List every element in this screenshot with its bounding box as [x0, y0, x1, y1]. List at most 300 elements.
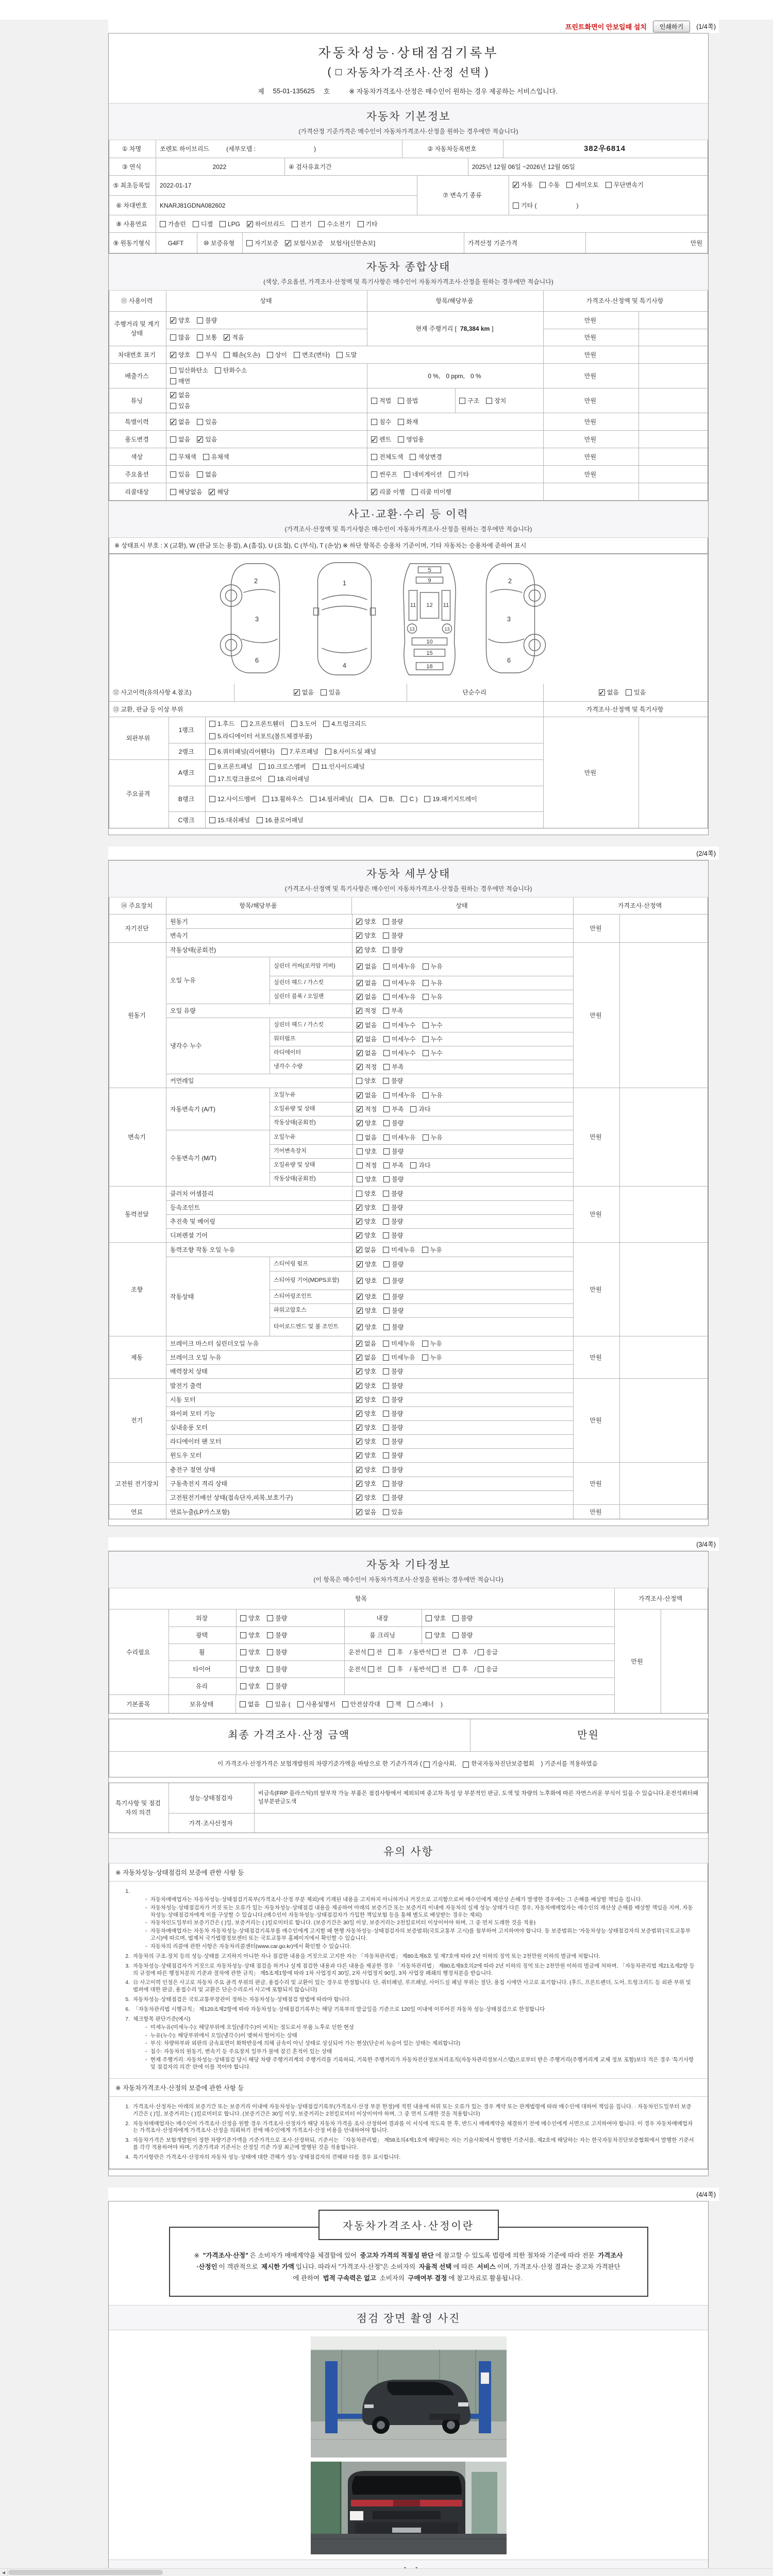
- checkbox-label: 장치: [494, 397, 507, 404]
- table-row: [166, 1463, 573, 1477]
- table-cell: [573, 943, 619, 1088]
- checkbox-label: 불량: [391, 1480, 404, 1487]
- table-row: [109, 759, 543, 828]
- checkbox-icon: [356, 947, 362, 953]
- scroll-left-arrow-icon[interactable]: ◀: [0, 2569, 8, 2576]
- table-cell: [270, 1088, 352, 1102]
- table-cell: [503, 140, 708, 158]
- text: 가격조사·산정인: [196, 2251, 623, 2270]
- notice-text: 「자동차관리법 시행규칙」 제120조제2항에 따라 자동차성능·상태점검기록부는 해당 기록부의 발급일을 기준으로 120일 이내에 이루어진 자동차 성능·상태점검으로 한정합니다: [133, 2006, 545, 2013]
- table-cell: [573, 1463, 619, 1504]
- table-row: [166, 1393, 573, 1406]
- section-cautions: [109, 1838, 708, 1863]
- checkbox-label: 미세누유: [392, 1091, 416, 1099]
- checkbox-icon: [566, 182, 573, 188]
- checkbox-icon: [478, 1666, 484, 1672]
- text: ): [576, 202, 579, 210]
- checkbox-label: 누유: [430, 1133, 443, 1141]
- text: 만원: [584, 397, 597, 404]
- checkbox-icon: [203, 454, 209, 460]
- notice-number: 4.: [125, 2154, 130, 2161]
- checkbox-label: 무채색: [178, 453, 196, 461]
- table-cell: [543, 388, 638, 413]
- page-mark-row-2: [108, 846, 719, 860]
- text: 만원: [590, 925, 602, 932]
- svg-text:2: 2: [508, 577, 512, 585]
- table-cell: [352, 1229, 573, 1242]
- checkbox-icon: [383, 1022, 390, 1028]
- table-row: [109, 1783, 708, 1833]
- checkbox-icon: [383, 1134, 390, 1141]
- table-cell: [367, 413, 543, 430]
- svg-text:6: 6: [255, 656, 259, 664]
- checkbox-label: 리콜 이행: [379, 488, 405, 496]
- checkbox-icon: [170, 419, 176, 425]
- svg-text:13: 13: [409, 626, 415, 632]
- checkbox-label: 미세누유: [392, 1133, 416, 1141]
- table-cell: [619, 1336, 708, 1378]
- checkbox-icon: [285, 240, 291, 246]
- table-cell: [109, 717, 169, 759]
- table-cell: [166, 1130, 270, 1186]
- table-cell: [109, 176, 417, 215]
- checkbox-label: 기타 (: [521, 202, 537, 210]
- text: 동력조향 작동 오일 누유: [170, 1246, 235, 1253]
- checkbox-icon: [356, 1368, 362, 1375]
- text: 소비자의: [378, 2274, 407, 2282]
- text: 타이어: [193, 1666, 211, 1673]
- checkbox-icon: [424, 1761, 430, 1768]
- checkbox-icon: [383, 1425, 389, 1431]
- notice-item: [122, 1996, 695, 2004]
- text: ): [441, 1700, 443, 1708]
- checkbox-label: 전체도색: [379, 453, 404, 461]
- table-cell: [109, 1088, 166, 1186]
- table-cell: [619, 1463, 708, 1504]
- table-row: [166, 312, 367, 329]
- checkbox-icon: [267, 1683, 273, 1689]
- notice-item: [122, 2137, 695, 2151]
- section-title: 자동차 기타정보: [366, 1559, 451, 1571]
- text: 만원: [584, 334, 597, 341]
- table-cell: [638, 431, 708, 448]
- table-cell: [166, 1074, 352, 1088]
- table-row: [166, 1018, 573, 1074]
- checkbox-icon: [423, 1134, 429, 1141]
- checkbox-label: 불량: [461, 1614, 473, 1622]
- table-cell: [270, 1318, 352, 1336]
- table-row: [166, 957, 573, 1004]
- checkbox-label: 14.필러패널(: [318, 795, 353, 803]
- install-notice-link[interactable]: 프린트화면이 안보일때 설치: [565, 23, 647, 31]
- text: 0 ppm,: [446, 372, 465, 380]
- table-cell: [270, 1257, 352, 1271]
- checkbox-label: 부족: [392, 1106, 404, 1113]
- table-cell: [169, 717, 205, 743]
- table-cell: [352, 957, 573, 976]
- table-cell: [470, 1719, 708, 1751]
- checkbox-label: 불량: [391, 1368, 404, 1375]
- notice-text: ⑫ 사고이력 인정은 사고로 자동차 주요 골격 부위의 판금, 용접수리 및 교환이 있는 경우로 한정합니다. 단, 쿼터패널, 루프패널, 사이드실 패널 부위는 절단, 용접 시에만 사고로 표기합니다. (후드, 프론트펜더, 도어, 트렁크리드 등 외판 부위 및 범퍼에 대한 판금, 용접수리 및 교환은 단순수리로서 사고에 포함되지 않습니다): [133, 1979, 691, 1993]
- table-cell: [619, 1505, 708, 1519]
- cautions-notices: [109, 1863, 708, 2170]
- table-cell: [270, 1272, 352, 1290]
- table-row: [109, 1609, 708, 1713]
- text: 서비스: [477, 2263, 496, 2270]
- text: 운전석: [348, 1666, 366, 1673]
- checkbox-icon: [383, 994, 390, 1000]
- notice-subtext: 자동차매매업자는 자동차 자동차성능·상태점검기록부를 매수인에게 고지할 때 현행 자동차성능·상태점검자의 보증범위(국토교통부 고시)를 첨부하여 고지하여야 합니다. 동 보증범위는 '자동차성능·상태점검자의 보증범위'(국토교통부 고시)에 따르며, 법제처 국가법령정보센터 또는 국토교통부 홈페이지에서 확인할 수 있습니다.: [150, 1928, 691, 1942]
- checkbox-icon: [408, 1701, 414, 1707]
- checkbox-icon: [356, 1218, 362, 1225]
- checkbox-icon: [371, 489, 377, 495]
- notice-item: [122, 2104, 695, 2118]
- table-cell: [367, 431, 543, 448]
- notice-text: 자동차가격은 보험개발원이 정한 차량기준가액을 기준가격으로 조사·산정하되, 기준서는 「자동차관리법」 제58조의4제1호에 해당하는 자는 기술사회에서 발행한 기준서를, 제2호에 해당하는 자는 한국자동차진단보증협회에서 발행한 기준서를 각각 적용하여야 하며, 기준가격과 기준서는 산정일 기준 가장 최근에 발행된 것을 적용합니다.: [133, 2137, 694, 2151]
- text: 2025년 12월 06일 ~2026년 12월 05일: [472, 163, 576, 171]
- table-cell: [109, 1719, 470, 1751]
- checkbox-label: 불량: [275, 1683, 288, 1690]
- table-cell: [352, 1187, 573, 1200]
- checkbox-icon: [452, 1632, 459, 1638]
- checkbox-label: 적정: [365, 1162, 377, 1169]
- table-row: [109, 448, 708, 465]
- checkbox-icon: [423, 1022, 429, 1028]
- notice-number: 7.: [125, 2015, 130, 2022]
- checkbox-label: 누유: [430, 993, 443, 1001]
- checkbox-label: 디젤: [200, 220, 213, 228]
- checkbox-label: 2.프론트휀더: [249, 720, 285, 728]
- notice-subtext: 자동차의 리콜에 관한 사항은 자동차리콜센터(www.car.go.kr)에서 확인할 수 있습니다.: [150, 1943, 351, 1950]
- checkbox-icon: [170, 454, 176, 460]
- table-cell: [352, 976, 573, 990]
- notice-subitem: [145, 2024, 695, 2031]
- checkbox-icon: [356, 1232, 362, 1239]
- table-cell: [344, 1678, 614, 1694]
- table-row: [109, 942, 708, 1088]
- checkbox-icon: [357, 1120, 363, 1126]
- checkbox-icon: [486, 398, 492, 404]
- checkbox-label: 양호: [364, 918, 377, 925]
- table-row: [166, 1257, 573, 1336]
- checkbox-icon: [357, 994, 363, 1000]
- checkbox-label: 누유: [430, 1354, 442, 1361]
- text: 이 가격조사·산정가격은 보험개발원의 차량기준가액을 바탕으로 한 기준가격과 (: [217, 1760, 422, 1767]
- checkbox-icon: [357, 1176, 363, 1182]
- notice-text: 자동차성능·상태점검자가 거짓으로 자동차성능·상태 점검을 하거나 실제 점검한 내용과 다른 내용을 제공한 경우 「자동차관리법」 제80조제9호의2에 따라 2년 이하의 징역 또는 2천만원 이하의 벌금에 처하며, 「자동차관리법 제21조제2항 등의 규정에 따른 행정처분의 기준과 절차에 관한 규칙」 제5조제1항에 따라 1차 사업정지 30일, 2차 사업정지 90일, 3차 사업장 폐쇄의 행정처분을 받습니다.: [133, 1962, 695, 1976]
- checkbox-icon: [422, 1341, 428, 1347]
- checkbox-label: 보통: [205, 334, 217, 341]
- notice-item: [122, 1888, 695, 1895]
- paren-close: ): [484, 66, 490, 78]
- text: 오일누유: [274, 1091, 296, 1098]
- checkbox-label: 미세누유: [392, 993, 416, 1001]
- table-cell: [166, 466, 367, 483]
- checkbox-label: 응급: [485, 1649, 498, 1656]
- table-cell: [242, 233, 464, 253]
- bullet-icon: ◦: [145, 1943, 147, 1950]
- text: 오일유량 및 상태: [274, 1162, 315, 1168]
- table-cell: [166, 1351, 352, 1364]
- section-title: 유의 사항: [383, 1846, 433, 1858]
- text: 만원: [590, 1133, 602, 1141]
- table-row: [166, 1004, 573, 1018]
- table-cell: [166, 312, 367, 346]
- checkbox-label: 유채색: [211, 453, 229, 461]
- text: 주요골격: [126, 790, 150, 798]
- text: 실내송풍 모터: [170, 1424, 208, 1431]
- checkbox-label: 스패너: [416, 1700, 434, 1708]
- table-row: [166, 1434, 573, 1448]
- notice-text: 가격조사·산정자는 아래의 보증기간 또는 보증거리 이내에 자동차성능·상태점검기록부(가격조사·산정 부분 한정)에 적힌 내용에 허위 또는 오류가 있는 경우 계약 또는 관계법령에 따라 매수인에 대하여 책임을 집니다. · 자동차인도일부터 보증기간은 ( )일, 보증거리는 ( )킬로미터로 합니다. (보증기간은 30일 이상, 보증거리는 2천킬로미터 이상이어야 하며, 그 중 먼저 도래한 것을 적용합니다): [133, 2103, 692, 2117]
- table-cell: [284, 158, 468, 175]
- notice-item: [122, 2016, 695, 2023]
- accident-notes-table: [109, 538, 708, 554]
- print-button[interactable]: 인쇄하기: [653, 21, 690, 32]
- checkbox-icon: [422, 1247, 428, 1253]
- table-cell: [344, 1627, 422, 1643]
- checkbox-icon: [170, 436, 176, 443]
- checkbox-label: 1.후드: [217, 720, 235, 728]
- text: 가격조사·산정액: [617, 902, 662, 909]
- table-cell: [352, 1032, 573, 1046]
- table-cell: [614, 1588, 708, 1609]
- table-cell: [638, 413, 708, 430]
- table-cell: [270, 1060, 352, 1074]
- text: KNARJ81GDNA082602: [160, 201, 226, 209]
- checkbox-icon: [383, 1411, 389, 1417]
- checkbox-icon: [383, 1397, 389, 1403]
- text: 작동상태(공회전): [170, 946, 216, 954]
- table-row: [109, 897, 708, 914]
- checkbox-icon: [292, 221, 298, 227]
- final-price-table: [109, 1719, 708, 1777]
- scrollbar-thumb[interactable]: [8, 2570, 163, 2575]
- checkbox-icon: [170, 392, 176, 398]
- table-row: [109, 701, 708, 717]
- checkbox-label: 19.패키지트레이: [432, 795, 477, 803]
- checkbox-label: 가솔린: [168, 220, 186, 228]
- checkbox-icon: [410, 454, 416, 460]
- checkbox-label: 양호: [364, 1396, 377, 1403]
- text: 법적 구속력은 없고: [323, 2274, 377, 2282]
- table-cell: [166, 1004, 352, 1018]
- text: 색상: [130, 453, 143, 461]
- text: /: [474, 1649, 476, 1656]
- inspection-photo-rear: [311, 2462, 507, 2554]
- table-row: [166, 1088, 573, 1130]
- table-row: [270, 1032, 573, 1046]
- checkbox-label: 불량: [391, 1204, 404, 1211]
- checkbox-label: 후: [462, 1649, 468, 1656]
- checkbox-label: 전: [376, 1666, 382, 1673]
- table-cell: [352, 1130, 573, 1144]
- notice-subitem: [145, 1905, 695, 1919]
- notice-item: [122, 2121, 695, 2135]
- table-cell: [166, 1088, 270, 1130]
- checkbox-label: 있음 (: [275, 1700, 291, 1708]
- table-row: [270, 990, 573, 1004]
- checkbox-icon: [325, 749, 331, 755]
- checkbox-label: 13.휠하우스: [271, 795, 304, 803]
- table-cell: [638, 388, 708, 413]
- text: 리콜대상: [125, 488, 149, 496]
- table-cell: [270, 1046, 352, 1060]
- checkbox-label: 썬루프: [379, 470, 397, 478]
- text: 시동 모터: [170, 1396, 196, 1403]
- checkbox-label: 7.루프패널: [289, 748, 319, 755]
- text: 만원: [584, 351, 597, 359]
- table-row: [166, 329, 367, 346]
- checkbox-label: 양호: [365, 1176, 377, 1183]
- checkbox-icon: [383, 1247, 389, 1253]
- table-row: [109, 140, 708, 158]
- text: ⑪ 사용이력: [121, 297, 153, 304]
- table-cell: [619, 1088, 708, 1186]
- table-cell: [573, 1187, 619, 1242]
- table-cell: [352, 1365, 573, 1378]
- checkbox-label: 양호: [365, 1293, 377, 1300]
- notice-subtext: 부식: 차량하부와 외판의 금속표면이 화학반응에 의해 금속이 아닌 상태로 상실되어 가는 현상(단순히 녹슬어 있는 상태는 제외합니다): [150, 2040, 461, 2047]
- notice-subitem: [145, 1920, 695, 1927]
- notice-number: 2.: [125, 1953, 130, 1959]
- checkbox-icon: [224, 334, 230, 341]
- checkbox-label: 누유: [430, 1091, 443, 1099]
- table-cell: [109, 388, 166, 413]
- table-cell: [166, 1336, 352, 1350]
- text: 연료누출(LP가스포함): [170, 1508, 230, 1516]
- accident-rank-table: [109, 684, 708, 828]
- table-cell: [468, 158, 708, 175]
- checkbox-label: 색상변경: [418, 453, 442, 461]
- table-cell: [109, 196, 156, 215]
- checkbox-label: 양호: [364, 1466, 377, 1473]
- table-cell: [109, 717, 543, 828]
- checkbox-label: 훼손(오손): [232, 351, 260, 359]
- checkbox-icon: [356, 1509, 362, 1515]
- checkbox-label: 불량: [392, 1323, 404, 1331]
- checkbox-icon: [356, 1411, 362, 1417]
- table-row: [109, 1088, 708, 1186]
- table-cell: [407, 684, 543, 701]
- checkbox-icon: [357, 1148, 363, 1155]
- checkbox-icon: [383, 1106, 390, 1112]
- checkbox-label: 부족: [392, 1162, 404, 1169]
- checkbox-label: 불량: [461, 1632, 473, 1639]
- section-detail-state: [109, 860, 708, 897]
- table-cell: [169, 1695, 236, 1713]
- notice-number: 6.: [125, 2006, 130, 2013]
- checkbox-icon: [426, 1615, 432, 1621]
- checkbox-icon: [170, 352, 176, 358]
- checkbox-label: 양호: [365, 1323, 377, 1331]
- table-cell: [573, 897, 708, 914]
- section-title: 자동차 세부상태: [366, 868, 451, 880]
- checkbox-icon: [383, 1509, 389, 1515]
- table-row: [166, 1379, 573, 1393]
- horizontal-scrollbar[interactable]: [0, 2568, 773, 2576]
- text: 에 참고할 수 있도록 법령에 의한 절차와 기준에 따라 전문: [435, 2251, 597, 2259]
- checkbox-label: 없음: [178, 435, 191, 443]
- checkbox-label: 있음: [329, 689, 341, 696]
- text: 만원: [690, 239, 702, 247]
- text: 배력장치 상태: [170, 1368, 208, 1375]
- checkbox-label: 양호: [364, 1232, 377, 1239]
- text: 오일 누유: [170, 977, 196, 984]
- checkbox-label: 부식: [205, 351, 217, 359]
- table-row: [544, 312, 638, 329]
- table-cell: [367, 364, 543, 388]
- text: 스티어링 펌프: [274, 1260, 308, 1267]
- table-cell: [352, 1215, 573, 1228]
- table-cell: [614, 1609, 661, 1713]
- checkbox-label: 누수: [430, 1049, 443, 1057]
- checkbox-icon: [383, 1341, 389, 1347]
- table-cell: [543, 684, 708, 701]
- table-row: [270, 1130, 573, 1144]
- checkbox-icon: [240, 1666, 246, 1672]
- checkbox-label: 있음: [205, 418, 217, 426]
- table-cell: [352, 1393, 573, 1406]
- table-cell: [254, 1814, 708, 1833]
- checkbox-label: 리콜 미이행: [419, 488, 451, 496]
- table-cell: [109, 140, 156, 158]
- checkbox-icon: [389, 1666, 395, 1672]
- checkbox-icon: [423, 1050, 429, 1056]
- checkbox-label: 없음: [301, 689, 314, 696]
- table-cell: [166, 1229, 352, 1242]
- table-row: [270, 1116, 573, 1130]
- table-cell: [352, 1407, 573, 1420]
- text: 실린더 커버(로커암 커버): [274, 963, 335, 970]
- table-row: [109, 291, 708, 311]
- table-cell: [236, 1678, 344, 1694]
- table-row: [166, 1490, 573, 1504]
- table-cell: [573, 1379, 619, 1462]
- table-cell: [205, 717, 543, 743]
- checkbox-icon: [357, 1261, 363, 1267]
- section-title: 자동차 종합상태: [366, 261, 451, 273]
- text: 유리: [195, 1683, 208, 1690]
- text: 실린더 헤드 / 가스킷: [274, 979, 324, 986]
- text: ⑬ 교환, 판금 등 이상 부위: [113, 705, 183, 713]
- section-subtitle: (가격조사·산정액 및 특기사항은 매수인이 자동차가격조사·산정을 원하는 경우에만 적습니다): [284, 885, 532, 892]
- text: A랭크: [178, 769, 195, 776]
- svg-text:4: 4: [342, 662, 347, 669]
- checkbox-icon: [383, 1481, 389, 1487]
- text: 자율적 선택: [418, 2263, 452, 2270]
- checkbox-icon: [383, 1078, 389, 1084]
- table-cell: [270, 1173, 352, 1186]
- checkbox-icon: [432, 1666, 439, 1672]
- checkbox-icon: [267, 1615, 273, 1621]
- text: 클러치 어셈블리: [170, 1190, 214, 1197]
- inspection-photo-front: [311, 2336, 507, 2458]
- text: 만원: [590, 1480, 602, 1487]
- table-cell: [205, 760, 543, 786]
- notice-number: 4.: [125, 1979, 130, 1986]
- checkbox-label: 일산화탄소: [178, 366, 208, 374]
- text: 만원: [590, 1353, 602, 1361]
- table-row: [166, 943, 573, 957]
- table-cell: [109, 1187, 166, 1242]
- table-cell: [169, 760, 543, 828]
- table-cell: [352, 1103, 573, 1116]
- checkbox-label: 11.인사이드패널: [321, 763, 365, 771]
- checkbox-label: 양호: [248, 1683, 261, 1690]
- pricing-definition-title: 자동차가격조사·산정이란: [318, 2210, 499, 2240]
- table-cell: [352, 1145, 573, 1158]
